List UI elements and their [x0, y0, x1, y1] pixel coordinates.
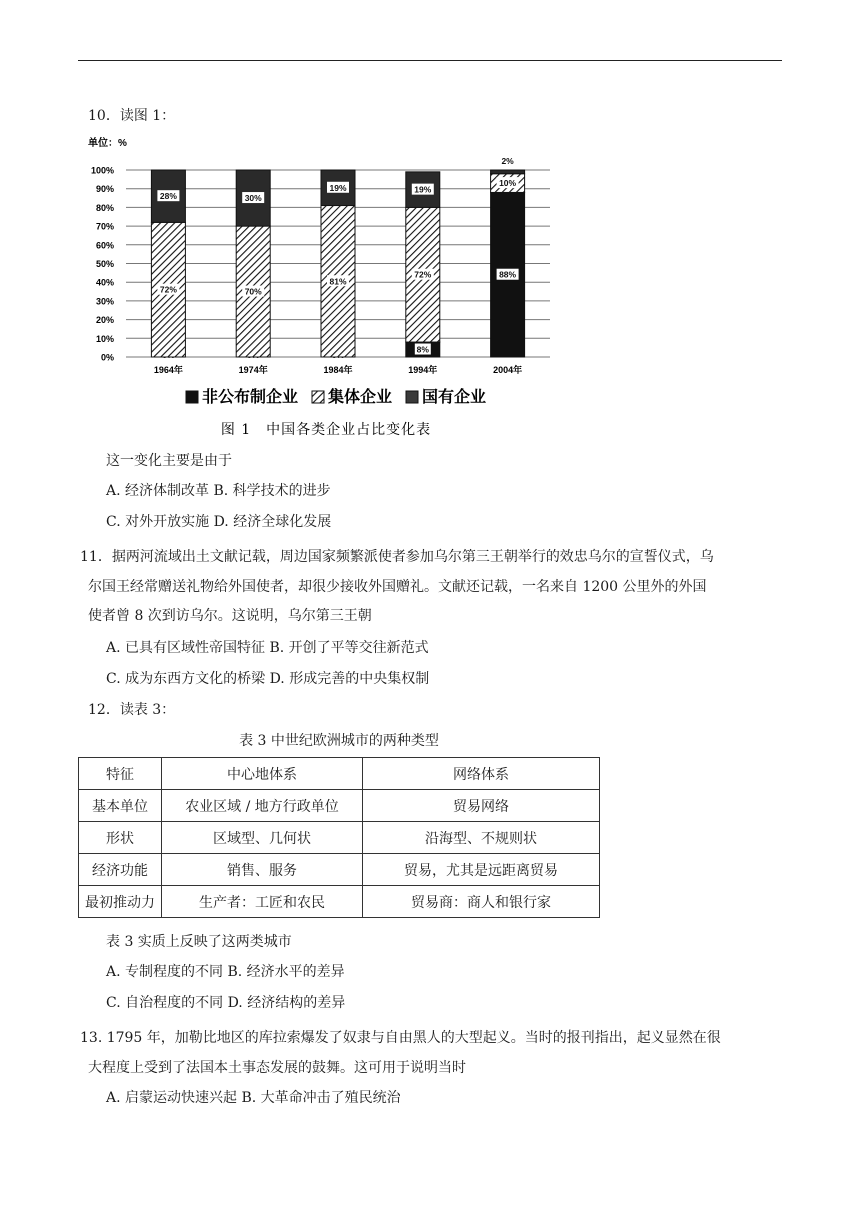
table-cell: 农业区域 / 地方行政单位: [162, 790, 363, 822]
chart-data-label: 2%: [501, 156, 514, 166]
chart-legend-label: 非公布制企业: [202, 387, 299, 406]
chart-data-label: 88%: [499, 269, 517, 280]
chart-y-tick-label: 30%: [95, 296, 114, 307]
q11-line-2: 尔国王经常赠送礼物给外国使者，却很少接收外国赠礼。文献还记载，一名来自 1200 公里外的外国: [88, 579, 707, 595]
chart-data-label: 72%: [414, 269, 432, 280]
chart-y-tick-label: 60%: [95, 240, 114, 251]
q12-option-ab: A. 专制程度的不同 B. 经济水平的差异: [106, 964, 345, 980]
chart-legend-label: 国有企业: [422, 387, 487, 406]
chart-x-tick-label: 1994年: [408, 365, 438, 375]
chart-data-label: 81%: [329, 276, 347, 287]
chart-legend-swatch: [406, 391, 418, 403]
q11-line-1: 11．据两河流域出土文献记载，周边国家频繁派使者参加乌尔第三王朝举行的效忠乌尔的宣誓仪式，乌: [80, 549, 714, 565]
chart-y-tick-label: 100%: [90, 165, 114, 176]
table-cell: 生产者：工匠和农民: [162, 886, 363, 918]
chart-x-tick-label: 2004年: [493, 365, 523, 375]
chart-y-tick-label: 10%: [95, 333, 114, 344]
table-cell: 经济功能: [79, 854, 162, 886]
chart-bar-segment: [491, 170, 525, 174]
chart-data-label: 28%: [159, 191, 177, 202]
table-cell: 贸易网络: [363, 790, 600, 822]
chart-data-label: 30%: [244, 193, 262, 204]
table-header-cell: 网络体系: [363, 758, 600, 790]
q12-option-cd: C. 自治程度的不同 D. 经济结构的差异: [106, 995, 346, 1011]
q13-option-ab: A. 启蒙运动快速兴起 B. 大革命冲击了殖民统治: [106, 1090, 401, 1106]
table-cell: 贸易商：商人和银行家: [363, 886, 600, 918]
q10-option-ab: A. 经济体制改革 B. 科学技术的进步: [106, 483, 331, 499]
q11-option-ab: A. 已具有区域性帝国特征 B. 开创了平等交往新范式: [106, 640, 429, 656]
table-cell: 销售、服务: [162, 854, 363, 886]
chart-x-tick-label: 1964年: [153, 365, 183, 375]
table-cell: 最初推动力: [79, 886, 162, 918]
table-header-cell: 特征: [79, 758, 162, 790]
q11-line-3: 使者曾 8 次到访乌尔。这说明，乌尔第三王朝: [88, 608, 372, 624]
chart-y-tick-label: 20%: [95, 315, 114, 326]
chart-y-tick-label: 90%: [95, 184, 114, 195]
table-row: [79, 822, 600, 854]
chart-y-tick-label: 70%: [95, 221, 114, 232]
chart-data-label: 19%: [329, 182, 347, 193]
table-3: [78, 757, 600, 918]
q11-option-cd: C. 成为东西方文化的桥梁 D. 形成完善的中央集权制: [106, 671, 430, 687]
q10-number: 10．读图 1：: [88, 108, 176, 124]
chart-x-tick-label: 1974年: [238, 365, 268, 375]
table-cell: 贸易，尤其是远距离贸易: [363, 854, 600, 886]
chart-legend-swatch: [312, 391, 324, 403]
chart-legend-label: 集体企业: [328, 387, 393, 406]
chart-y-tick-label: 50%: [95, 259, 114, 269]
table-row: [79, 854, 600, 886]
chart-data-label: 19%: [414, 184, 432, 195]
table-header-row: [79, 758, 600, 790]
table-cell: 区域型、几何状: [162, 822, 363, 854]
q12-number: 12．读表 3：: [88, 702, 176, 718]
table-cell: 基本单位: [79, 790, 162, 822]
table-row: [79, 790, 600, 822]
chart-data-label: 72%: [159, 284, 177, 295]
chart-y-tick-label: 0%: [100, 352, 114, 363]
chart-unit-label: 单位：%: [88, 138, 127, 149]
q10-stem: 这一变化主要是由于: [106, 453, 232, 469]
enterprise-share-chart: [88, 132, 568, 450]
q10-option-cd: C. 对外开放实施 D. 经济全球化发展: [106, 514, 332, 530]
table-3-title: 表 3 中世纪欧洲城市的两种类型: [239, 733, 439, 749]
chart-data-label: 70%: [244, 286, 262, 297]
chart-data-label: 8%: [416, 344, 429, 355]
header-rule: [78, 60, 782, 61]
table-cell: 沿海型、不规则状: [363, 822, 600, 854]
q12-stem: 表 3 实质上反映了这两类城市: [106, 934, 292, 950]
chart-x-tick-label: 1984年: [323, 365, 353, 375]
q13-line-1: 13. 1795 年，加勒比地区的库拉索爆发了奴隶与自由黑人的大型起义。当时的报刊指出，起义显然在很: [80, 1030, 721, 1046]
table-row: [79, 886, 600, 918]
table-header-cell: 中心地体系: [162, 758, 363, 790]
chart-data-label: 10%: [499, 178, 517, 189]
chart-y-tick-label: 80%: [95, 202, 114, 213]
chart-legend-swatch: [186, 391, 198, 403]
chart-y-tick-label: 40%: [95, 277, 114, 288]
chart-caption: 图 1 中国各类企业占比变化表: [220, 422, 432, 438]
q13-line-2: 大程度上受到了法国本土事态发展的鼓舞。这可用于说明当时: [88, 1060, 466, 1076]
table-cell: 形状: [79, 822, 162, 854]
